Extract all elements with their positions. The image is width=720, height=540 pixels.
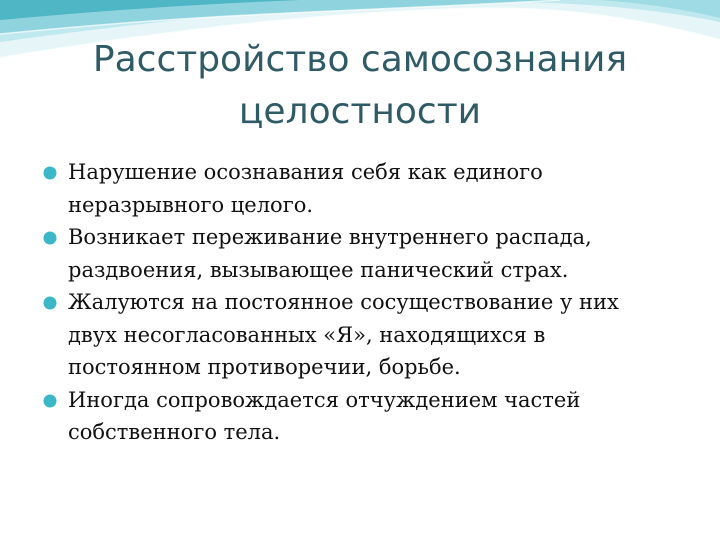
bullet-text-line: собственного тела.	[68, 420, 281, 444]
bullet-item	[42, 384, 682, 449]
bullet-text-line: Возникает переживание внутреннего распада,	[68, 225, 592, 249]
slide-title	[60, 34, 660, 138]
bullet-text-line: неразрывного целого.	[68, 192, 314, 217]
bullet-dot-icon	[42, 165, 58, 181]
bullet-text-line: Жалуются на постоянное сосуществование у них	[68, 290, 619, 314]
bullet-text-line: двух несогласованных «Я», находящихся в	[68, 322, 546, 347]
bullet-dot-icon	[42, 230, 58, 246]
bullet-list	[42, 156, 682, 449]
bullet-item	[42, 156, 682, 221]
bullet-text-line: постоянном противоречии, борьбе.	[68, 355, 461, 379]
bullet-dot-icon	[42, 295, 58, 311]
bullet-text-line: раздвоения, вызывающее панический страх.	[68, 257, 569, 282]
slide-title-line-2: целостности	[238, 91, 482, 132]
bullet-text-line: Нарушение осознавания себя как единого	[68, 160, 543, 184]
bullet-item	[42, 286, 682, 384]
slide-title-line-1: Расстройство самосознания	[92, 39, 628, 80]
bullet-text-line: Иногда сопровождается отчуждением частей	[68, 387, 581, 412]
bullet-item	[42, 221, 682, 286]
bullet-dot-icon	[42, 393, 58, 409]
